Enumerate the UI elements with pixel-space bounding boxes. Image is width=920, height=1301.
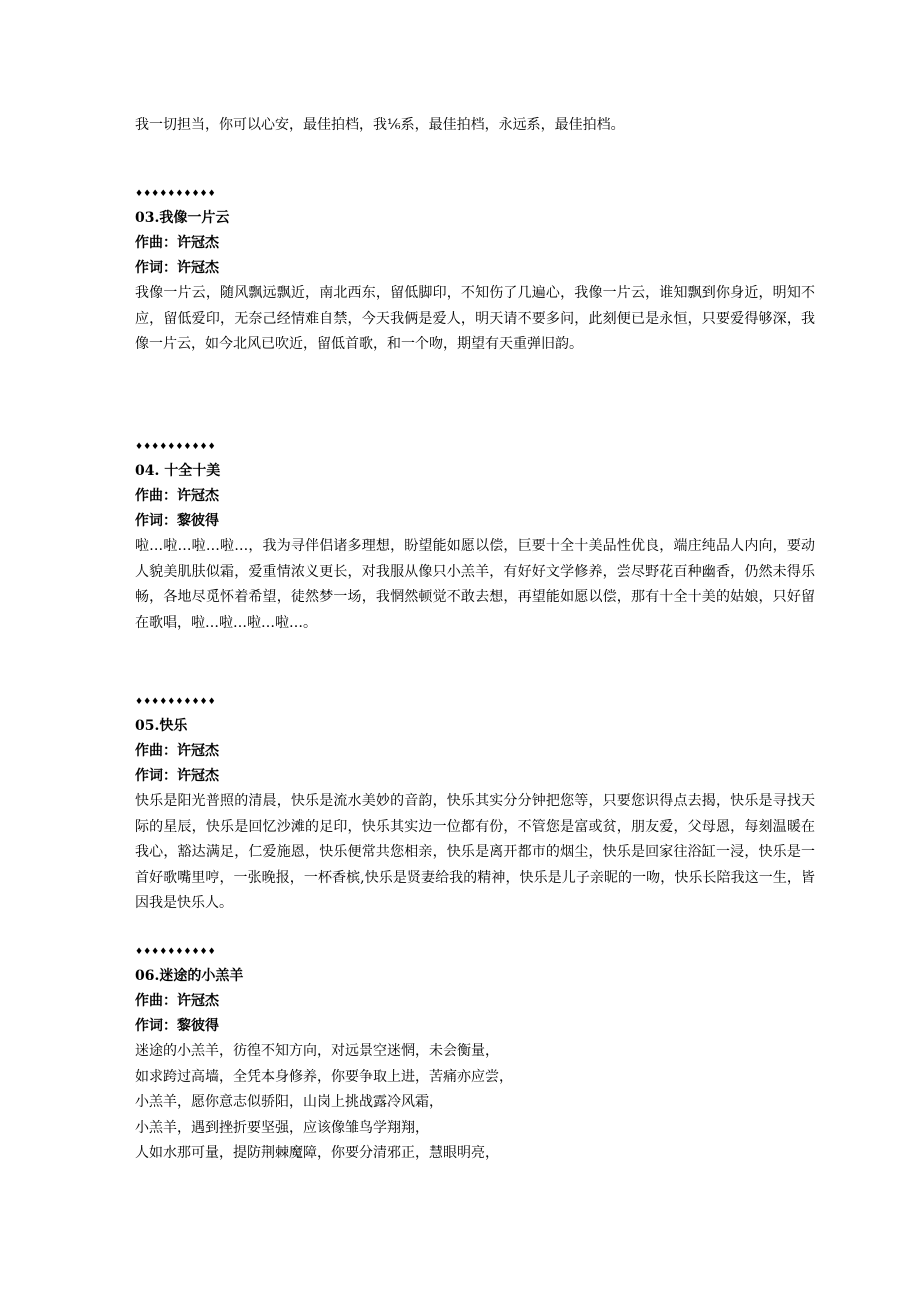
intro-lyrics-paragraph: 我一切担当，你可以心安，最佳拍档，我⅙系，最佳拍档，永远系，最佳拍档。 — [135, 117, 625, 133]
lyric-line: 如求跨过高墙，全凭本身修养，你要争取上进，苦痛亦应尝， — [135, 1068, 513, 1085]
song-section — [135, 182, 815, 358]
lyric-line: 小羔羊，遇到挫折要坚强，应该像雏鸟学翔翔， — [135, 1119, 429, 1136]
diamond-divider: ♦♦♦♦♦♦♦♦♦♦ — [135, 442, 216, 452]
diamond-divider: ♦♦♦♦♦♦♦♦♦♦ — [135, 947, 216, 957]
lyric-line: 小羔羊，愿你意志似骄阳，山岗上挑战露冷风霜， — [135, 1094, 443, 1110]
song-title: 04. 十全十美 — [135, 463, 221, 479]
song-title: 05.快乐 — [135, 718, 188, 734]
diamond-divider: ♦♦♦♦♦♦♦♦♦♦ — [135, 697, 216, 707]
song-section — [135, 435, 815, 636]
composer-credit: 作曲：许冠杰 — [135, 743, 219, 759]
song-title: 06.迷途的小羔羊 — [135, 968, 244, 984]
lyricist-credit: 作词：黎彼得 — [135, 1018, 219, 1034]
lyric-line: 人如水那可量，提防荆棘魔障，你要分清邪正，慧眼明亮， — [135, 1145, 499, 1161]
song-title: 03.我像一片云 — [135, 210, 230, 226]
song-section — [135, 690, 815, 917]
lyrics-lines — [135, 1039, 815, 1167]
lyricist-credit: 作词：许冠杰 — [135, 768, 219, 784]
lyricist-credit: 作词：许冠杰 — [135, 260, 219, 276]
composer-credit: 作曲：许冠杰 — [135, 488, 219, 504]
lyrics-paragraph: 啦…啦…啦…啦…，我为寻伴侣诸多理想，盼望能如愿以偿，巨要十全十美品性优良，端庄纯品人内向，要动人貌美肌肤似霜，爱重情浓义更长，对我服从像只小羔羊，有好好文学修养，尝尽野花百种幽香，仍然未得乐畅，各地尽觅怀着希望，徒然梦一场，我惘然顿觉不敢去想，再望能如愿以偿，那有十全十美的姑娘，只好留在歌唱，啦…啦…啦…啦…。 — [135, 538, 815, 631]
diamond-divider: ♦♦♦♦♦♦♦♦♦♦ — [135, 189, 216, 199]
lyrics-paragraph: 快乐是阳光普照的清晨，快乐是流水美妙的音韵，快乐其实分分钟把您等，只要您识得点去揭，快乐是寻找天际的星辰，快乐是回忆沙滩的足印，快乐其实边一位都有份，不管您是富或贫，朋友爱，父母恩，每刻温暖在我心，豁达满足，仁爱施恩，快乐便常共您相亲，快乐是离开都市的烟尘，快乐是回家往浴缸一浸，快乐是一首好歌嘴里哼，一张晚报，一杯香槟,快乐是贤妻给我的精神，快乐是儿子亲昵的一吻，快乐长陪我这一生，皆因我是快乐人。 — [135, 793, 815, 911]
lyrics-paragraph: 我像一片云，随风飘远飘近，南北西东，留低脚印，不知伤了几遍心，我像一片云，谁知飘到你身近，明知不应，留低爱印，无奈己经情难自禁，今天我俩是爱人，明天请不要多问，此刻便已是永恒，只要爱得够深，我像一片云，如今北风已吹近，留低首歌，和一个吻，期望有天重弹旧韵。 — [135, 285, 815, 352]
lyric-line: 迷途的小羔羊，彷徨不知方向，对远景空迷惘，未会衡量， — [135, 1043, 499, 1059]
lyricist-credit: 作词：黎彼得 — [135, 513, 219, 529]
song-section — [135, 940, 815, 1167]
composer-credit: 作曲：许冠杰 — [135, 235, 219, 251]
composer-credit: 作曲：许冠杰 — [135, 993, 219, 1009]
